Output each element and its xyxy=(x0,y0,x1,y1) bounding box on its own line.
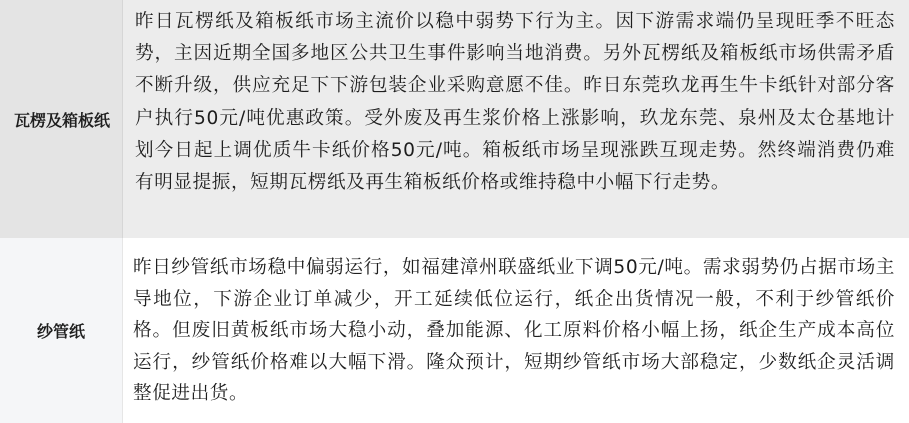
row-category-label: 纱管纸 xyxy=(0,238,123,423)
row-description: 昨日纱管纸市场稳中偏弱运行，如福建漳州联盛纸业下调50元/吨。需求弱势仍占据市场主导地位，下游企业订单减少，开工延续低位运行，纸企出货情况一般，不利于纱管纸价格。但废旧黄板纸市场大稳小动，叠加能源、化工原料价格小幅上扬，纸企生产成本高位运行，纱管纸价格难以大幅下滑。隆众预计，短期纱管纸市场大部稳定，少数纸企灵活调整促进出货。 xyxy=(133,257,895,404)
table-row-paper-tube xyxy=(0,238,909,423)
row-description: 昨日瓦楞纸及箱板纸市场主流价以稳中弱势下行为主。因下游需求端仍呈现旺季不旺态势，主因近期全国多地区公共卫生事件影响当地消费。另外瓦楞纸及箱板纸市场供需矛盾不断升级，供应充足下下游包装企业采购意愿不佳。昨日东莞玖龙再生牛卡纸针对部分客户执行50元/吨优惠政策。受外废及再生浆价格上涨影响，玖龙东莞、泉州及太仓基地计划今日起上调优质牛卡纸价格50元/吨。箱板纸市场呈现涨跌互现走势。然终端消费仍难有明显提振，短期瓦楞纸及再生箱板纸价格或维持稳中小幅下行走势。 xyxy=(135,11,895,194)
row-category-label: 瓦楞及箱板纸 xyxy=(0,0,123,238)
